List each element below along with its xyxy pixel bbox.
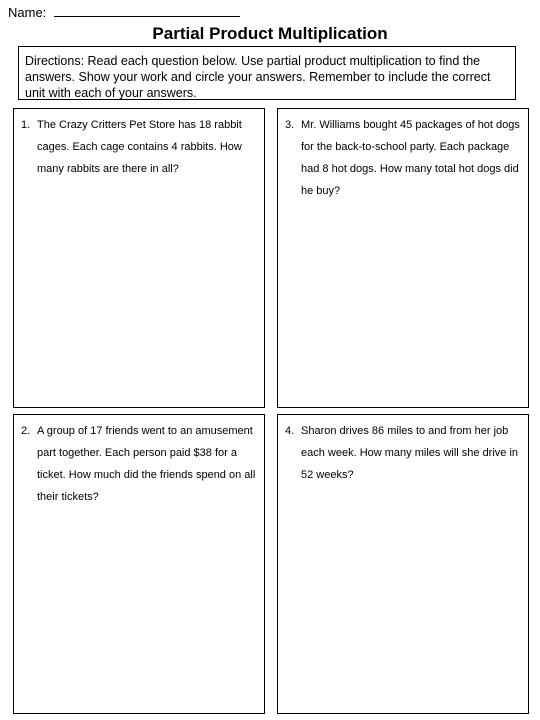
name-field xyxy=(8,4,240,21)
question-text: Sharon drives 86 miles to and from her job each week. How many miles will she drive in 52 weeks? xyxy=(301,425,519,481)
question-content xyxy=(285,420,522,486)
question-number: 1. xyxy=(21,119,31,131)
directions-box: Directions: Read each question below. Use partial product multiplication to find the answers. Show your work and circle your answers. Remember to include the correct unit with each of your answers. xyxy=(18,46,516,100)
question-box-2[interactable] xyxy=(13,414,265,714)
question-content xyxy=(21,420,258,508)
question-content xyxy=(285,114,522,202)
name-blank-line[interactable] xyxy=(54,4,240,17)
question-text: The Crazy Critters Pet Store has 18 rabbit cages. Each cage contains 4 rabbits. How many rabbits are there in all? xyxy=(37,119,242,175)
question-box-4[interactable] xyxy=(277,414,529,714)
question-text: Mr. Williams bought 45 packages of hot dogs for the back-to-school party. Each package had 8 hot dogs. How many total hot dogs did he buy? xyxy=(301,119,520,197)
question-text: A group of 17 friends went to an amusement part together. Each person paid $38 for a ticket. How much did the friends spend on all their tickets? xyxy=(37,425,256,503)
question-number: 3. xyxy=(285,119,295,131)
name-label: Name: xyxy=(8,5,47,20)
question-box-3[interactable] xyxy=(277,108,529,408)
question-number: 2. xyxy=(21,425,31,437)
question-box-1[interactable] xyxy=(13,108,265,408)
page-title: Partial Product Multiplication xyxy=(152,24,388,43)
question-content xyxy=(21,114,258,180)
question-number: 4. xyxy=(285,425,295,437)
